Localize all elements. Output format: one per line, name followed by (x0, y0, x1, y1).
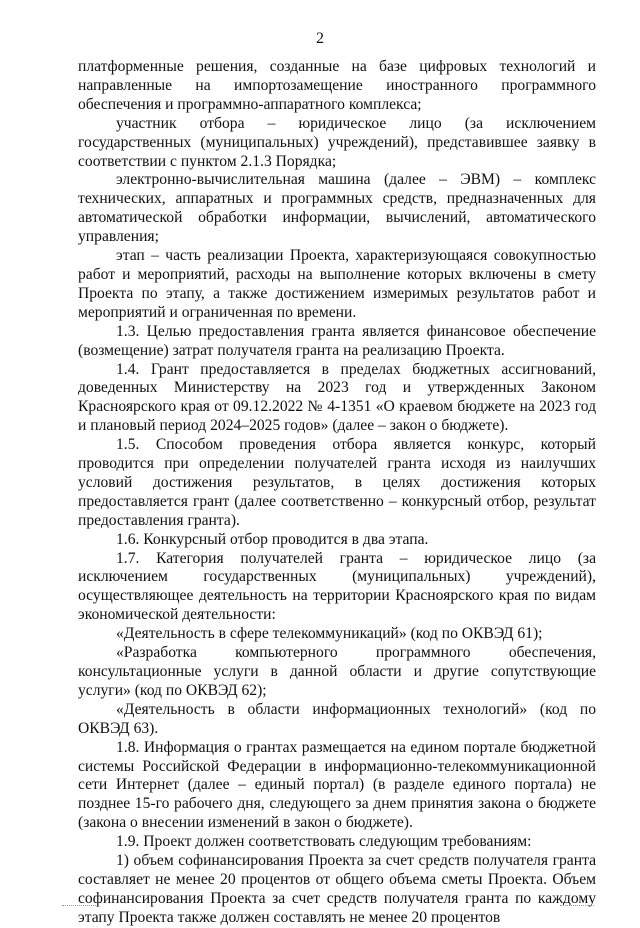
paragraph-1-7: 1.7. Категория получателей гранта – юридическое лицо (за исключением государственных (муниципальных) учреждений), осуществляющее деятельность на территории Красноярского края по видам экономической деятельности: (78, 549, 596, 624)
okved-62-item: «Разработка компьютерного программного обеспечения, консультационные услуги в данной области и другие сопутствующие услуги» (код по ОКВЭД 62); (78, 644, 596, 699)
paragraph-1-5: 1.5. Способом проведения отбора является конкурс, который проводится при определении получателей гранта исходя из наилучших условий достижения результатов, в целях достижения которых предоставляется грант (далее соответственно – конкурсный отбор, результат предоставления гранта). (78, 436, 596, 529)
scan-edge-mark-left (62, 905, 96, 908)
paragraph-computer-definition: электронно-вычислительная машина (далее – ЭВМ) – комплекс технических, аппаратных и программных средств, предназначенных для автоматической обработки информации, вычислений, автоматического управления; (78, 171, 596, 246)
page-number: 2 (316, 30, 324, 47)
paragraph-selection-participant: участник отбора – юридическое лицо (за исключением государственных (муниципальных) учреждений), представившее заявку в соответствии с пунктом 2.1.3 Порядка; (78, 114, 596, 170)
paragraph-1-4: 1.4. Грант предоставляется в пределах бюджетных ассигнований, доведенных Министерству на 2023 год и утвержденных Законом Красноярского края от 09.12.2022 № 4-1351 «О краевом бюджете на 2023 год и плановый период 2024–2025 годов» (далее – закон о бюджете). (78, 360, 596, 435)
paragraph-1-9: 1.9. Проект должен соответствовать следующим требованиям: (116, 833, 532, 851)
paragraph-1-3: 1.3. Целью предоставления гранта является финансовое обеспечение (возмещение) затрат получателя гранта на реализацию Проекта. (78, 322, 596, 359)
scan-edge-mark-right (560, 905, 594, 908)
paragraph-1-8: 1.8. Информация о грантах размещается на едином портале бюджетной системы Российской Федерации в информационно-телекоммуникационной сети Интернет (далее – единый портал) (в разделе единого портала) не позднее 15-го рабочего дня, следующего за днем принятия закона о бюджете (закона о внесении изменений в закон о бюджете). (78, 738, 596, 832)
document-body (78, 58, 596, 928)
paragraph-1-6: 1.6. Конкурсный отбор проводится в два этапа. (116, 530, 429, 548)
paragraph-stage-definition: этап – часть реализации Проекта, характеризующаяся совокупностью работ и мероприятий, расходы на выполнение которых включены в смету Проекта по этапу, а также достижением измеримых результатов работ и мероприятий и ограниченная по времени. (78, 247, 596, 321)
okved-61-item: «Деятельность в сфере телекоммуникаций» (код по ОКВЭД 61); (116, 625, 543, 643)
requirement-1: 1) объем софинансирования Проекта за счет средств получателя гранта составляет не менее 20 процентов от общего объема сметы Проекта. Объем софинансирования Проекта за счет средств получателя гранта по каждому этапу Проекта также должен составлять не менее 20 процентов (78, 852, 596, 926)
okved-63-item: «Деятельность в области информационных технологий» (код по ОКВЭД 63). (78, 700, 596, 737)
paragraph-platform-solutions: платформенные решения, созданные на базе цифровых технологий и направленные на импортозамещение иностранного программного обеспечения и программно-аппаратного комплекса; (78, 58, 596, 113)
